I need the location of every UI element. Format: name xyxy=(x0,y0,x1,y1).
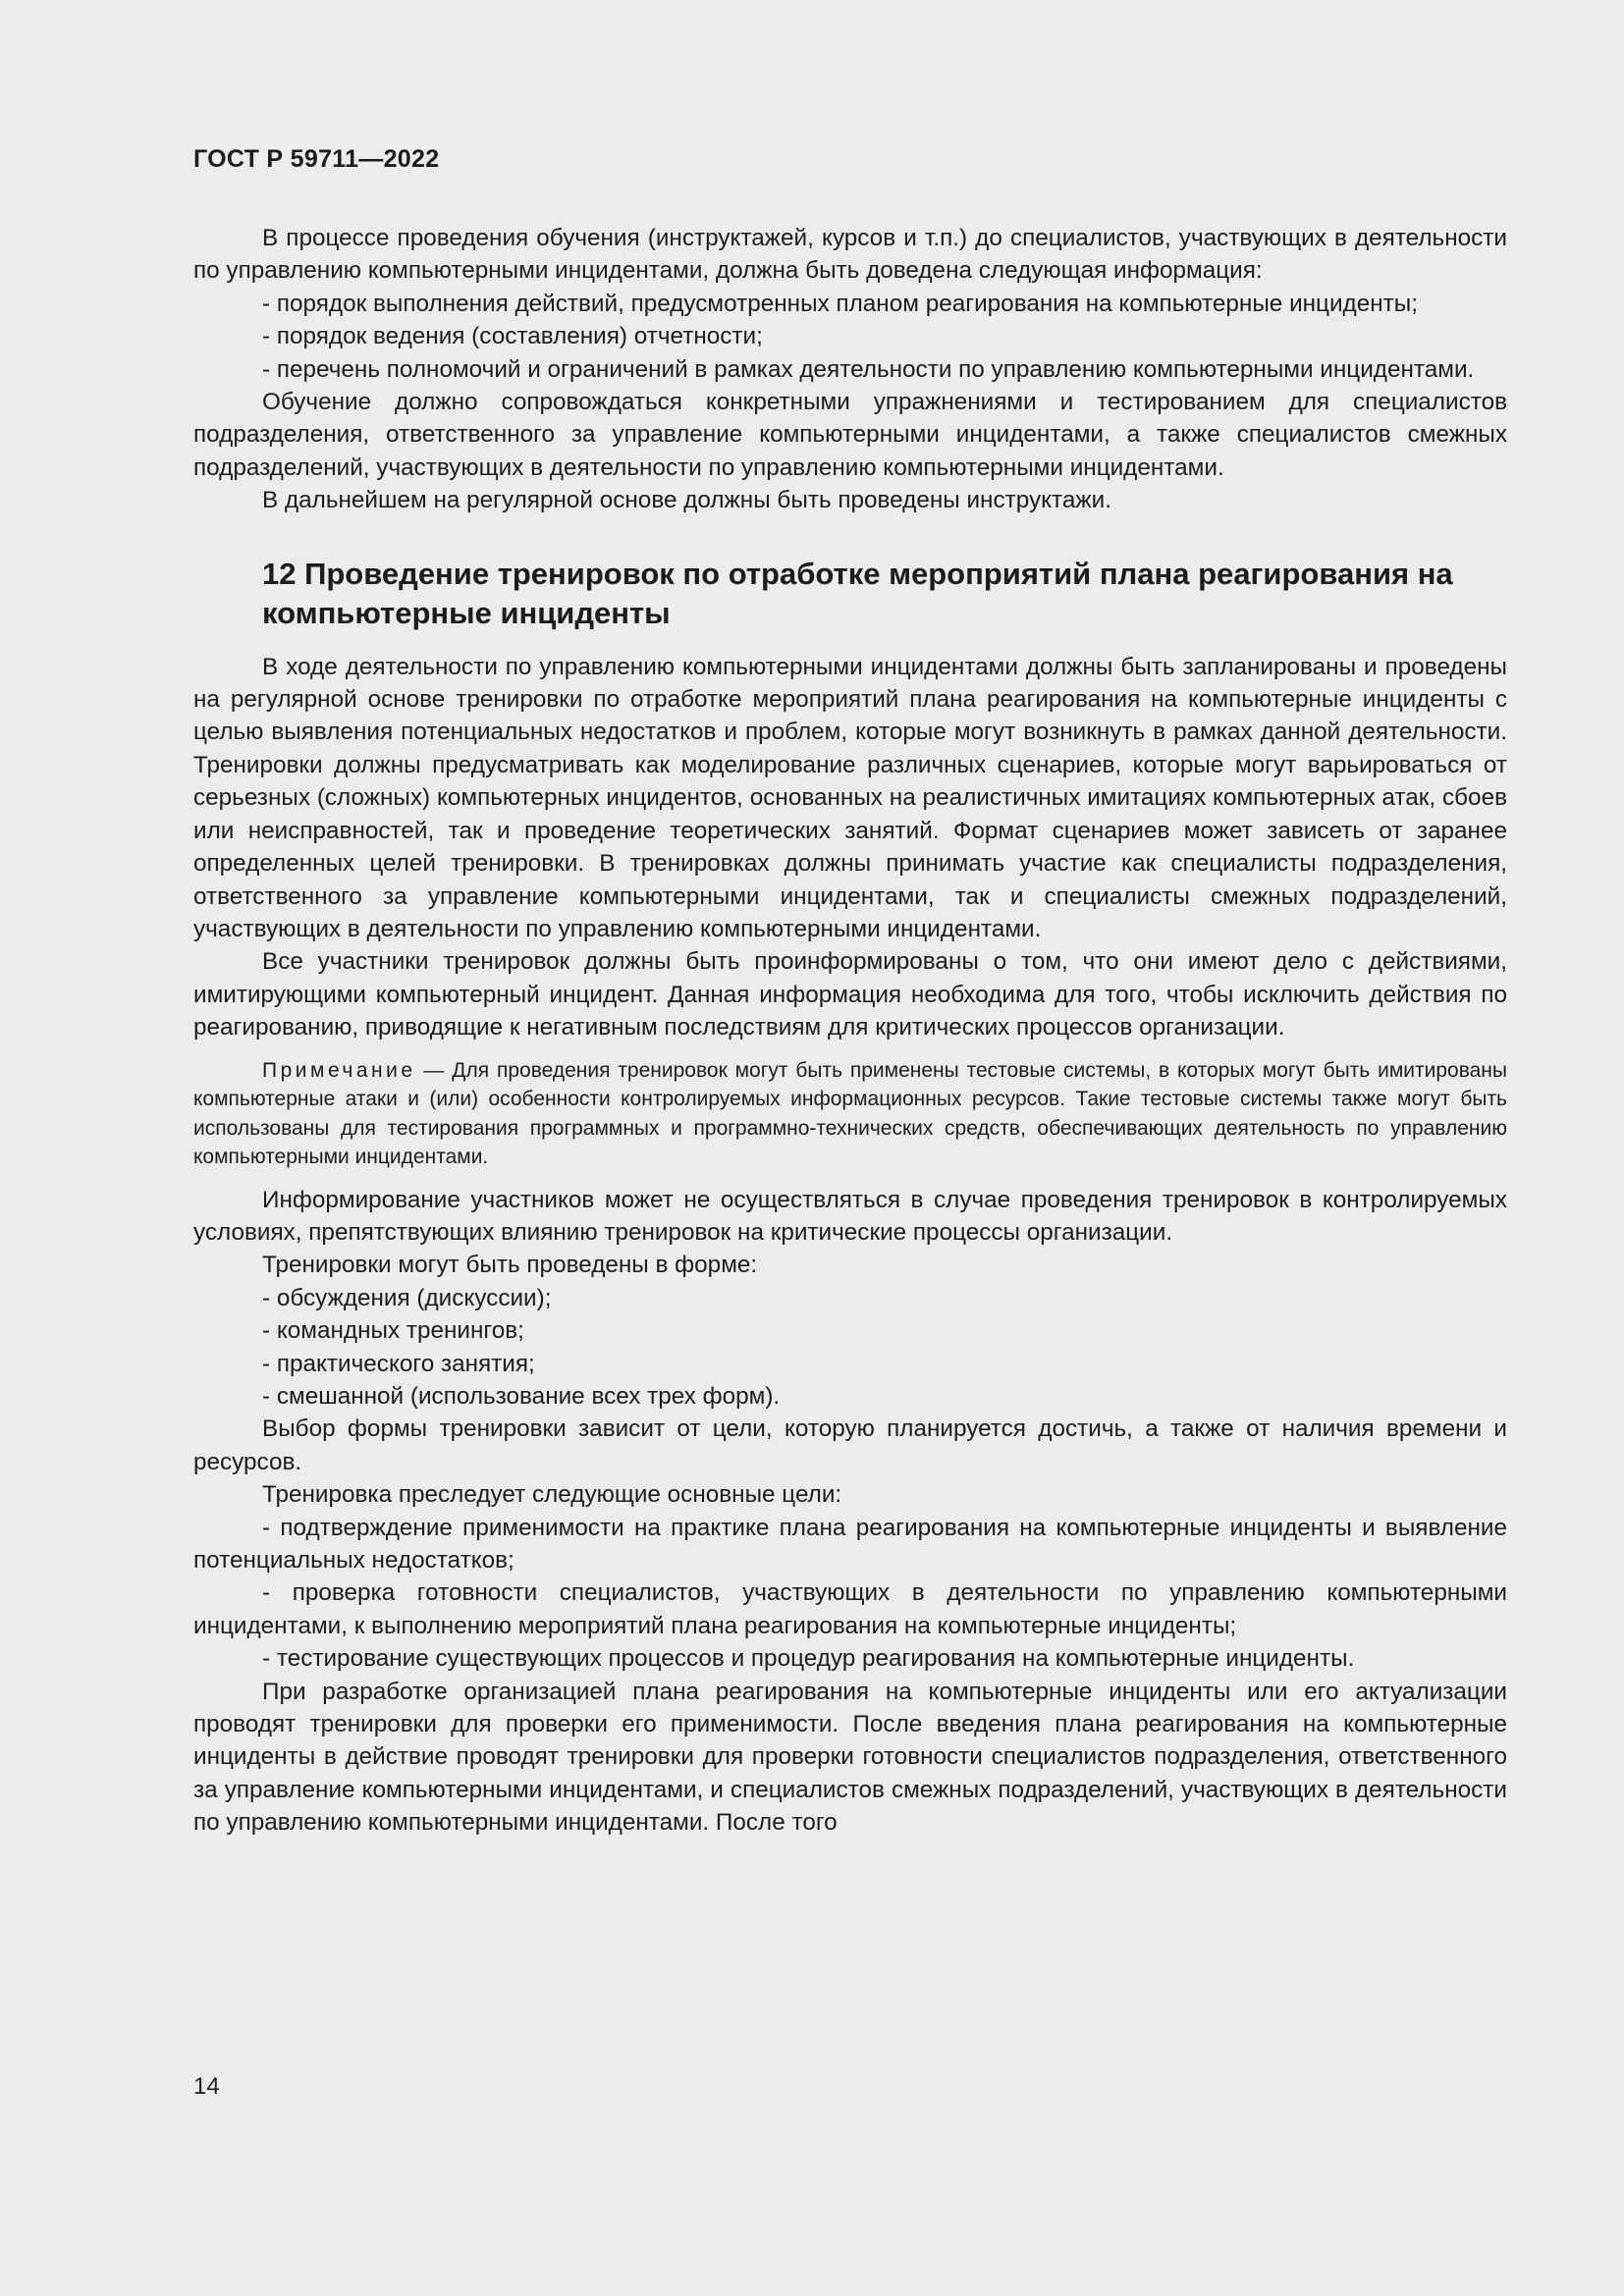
paragraph: В дальнейшем на регулярной основе должны быть проведены инструктажи. xyxy=(262,487,1111,514)
page-number: 14 xyxy=(193,2073,220,2100)
list-item: - тестирование существующих процессов и процедур реагирования на компьютерные инциденты. xyxy=(262,1645,1355,1673)
list-item: - обсуждения (дискуссии); xyxy=(262,1284,552,1311)
paragraph: Тренировка преследует следующие основные цели: xyxy=(262,1481,842,1509)
note-dash: — xyxy=(415,1058,453,1082)
section-title: 12 Проведение тренировок по отработке мероприятий плана реагирования на компьютерные инциденты xyxy=(262,556,1453,630)
list-item: - смешанной (использование всех трех форм). xyxy=(262,1382,781,1410)
paragraph: Информирование участников может не осуществляться в случае проведения тренировок в контролируемых условиях, препятствующих влиянию тренировок на критические процессы организации. xyxy=(193,1186,1507,1246)
paragraph: В ходе деятельности по управлению компьютерными инцидентами должны быть запланированы и проведены на регулярной основе тренировки по отработке мероприятий плана реагирования на компьютерные инциденты с целью выявления потенциальных недостатков и проблем, которые могут возникнуть в рамках данной деятельности. Тренировки должны предусматривать как моделирование различных сценариев, которые могут варьироваться от серьезных (сложных) компьютерных инцидентов, основанных на реалистичных имитациях компьютерных атак, сбоев или неисправностей, так и проведение теоретических занятий. Формат сценариев может зависеть от заранее определенных целей тренировки. В тренировках должны принимать участие как специалисты подразделения, ответственного за управление компьютерными инцидентами, так и специалисты смежных подразделений, участвующих в деятельности по управлению компьютерными инцидентами. xyxy=(193,653,1507,942)
paragraph: Выбор формы тренировки зависит от цели, которую планируется достичь, а также от наличия времени и ресурсов. xyxy=(193,1415,1507,1475)
paragraph: Обучение должно сопровождаться конкретными упражнениями и тестированием для специалистов подразделения, ответственного за управление компьютерными инцидентами, а также специалистов смежных подразделений, участвующих в деятельности по управлению компьютерными инцидентами. xyxy=(193,389,1507,481)
paragraph: Тренировки могут быть проведены в форме: xyxy=(262,1252,758,1279)
note-text: Для проведения тренировок могут быть применены тестовые системы, в которых могут быть имитированы компьютерные атаки и (или) особенности контролируемых информационных ресурсов. Такие тестовые системы также могут быть использованы для тестирования программных и программно-технических средств, обеспечивающих деятельность по управлению компьютерными инцидентами. xyxy=(193,1058,1507,1169)
list-item: - командных тренингов; xyxy=(262,1317,524,1345)
paragraph: При разработке организацией плана реагирования на компьютерные инциденты или его актуализации проводят тренировки для проверки его применимости. После введения плана реагирования на компьютерные инциденты в действие проводят тренировки для проверки готовности специалистов подразделения, ответственного за управление компьютерными инцидентами, и специалистов смежных подразделений, участвующих в деятельности по управлению компьютерными инцидентами. После того xyxy=(193,1678,1507,1837)
paragraph: В процессе проведения обучения (инструктажей, курсов и т.п.) до специалистов, участвующих в деятельности по управлению компьютерными инцидентами, должна быть доведена следующая информация: xyxy=(193,225,1507,285)
list-item: - подтверждение применимости на практике плана реагирования на компьютерные инциденты и выявление потенциальных недостатков; xyxy=(193,1514,1507,1574)
list-item: - порядок выполнения действий, предусмотренных планом реагирования на компьютерные инциденты; xyxy=(262,290,1418,317)
list-item: - порядок ведения (составления) отчетности; xyxy=(262,323,763,350)
list-item: - перечень полномочий и ограничений в рамках деятельности по управлению компьютерными инцидентами. xyxy=(262,355,1475,383)
list-item: - практического занятия; xyxy=(262,1350,535,1377)
list-item: - проверка готовности специалистов, участвующих в деятельности по управлению компьютерными инцидентами, к выполнению мероприятий плана реагирования на компьютерные инциденты; xyxy=(193,1579,1507,1639)
document-body xyxy=(193,222,1507,1840)
document-header: ГОСТ Р 59711—2022 xyxy=(193,145,440,173)
note-block xyxy=(193,1056,1507,1172)
paragraph: Все участники тренировок должны быть проинформированы о том, что они имеют дело с действиями, имитирующими компьютерный инцидент. Данная информация необходима для того, чтобы исключить действия по реагированию, приводящие к негативным последствиям для критических процессов организации. xyxy=(193,948,1507,1041)
note-label: Примечание xyxy=(262,1058,416,1082)
